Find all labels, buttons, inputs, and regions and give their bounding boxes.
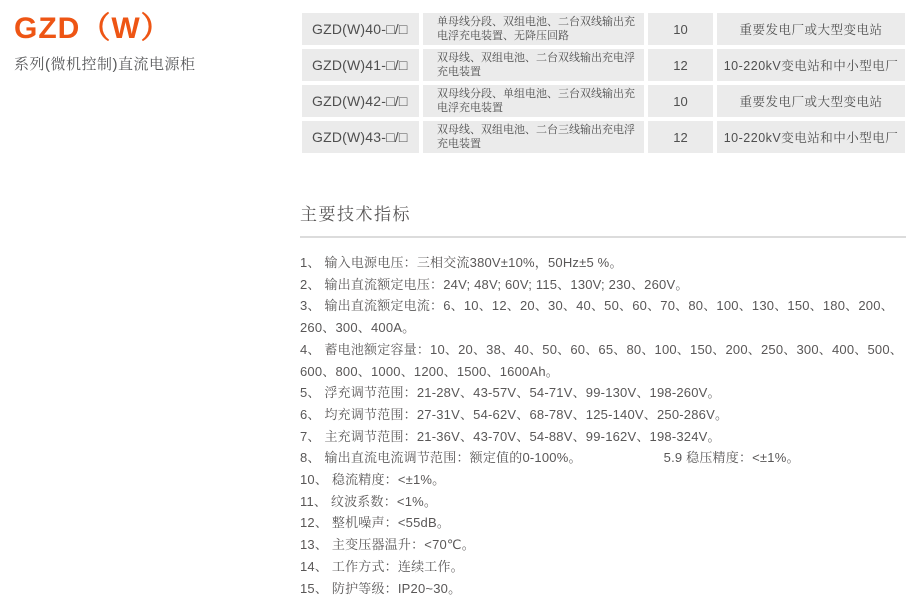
spec-item-5: 5、 浮充调节范围：21-28V、43-57V、54-71V、99-130V、198-260V。 [300,385,721,401]
model-cell: GZD(W)40-□/□ [302,13,419,45]
spec-item-8 [300,447,914,469]
config-cell: 双母线、双组电池、二台三线输出充电浮充电装置 [423,121,644,153]
spec-item-10: 10、 稳流精度：<±1%。 [300,472,446,488]
spec-item-2: 2、 输出直流额定电压：24V; 48V; 60V; 115、130V; 230、260V。 [300,276,689,292]
series-subtitle: 系列(微机控制)直流电源柜 [14,56,196,73]
stability-note: 5.9 稳压精度：<±1%。 [663,450,800,466]
spec-item-15: 15、 防护等级：IP20~30。 [300,580,462,596]
model-table [302,13,905,153]
qty-cell: 12 [648,121,713,153]
spec-item-3: 3、 输出直流额定电流：6、10、12、20、30、40、50、60、70、80、100、130、150、180、200、260、300、400A。 [300,298,894,336]
section-heading-tech-specs: 主要技术指标 [300,200,906,238]
model-cell: GZD(W)42-□/□ [302,85,419,117]
spec-item-11: 11、 纹波系数：<1%。 [300,493,438,509]
model-cell: GZD(W)41-□/□ [302,49,419,81]
spec-item-8-text: 8、 输出直流电流调节范围：额定值的0-100%。 [300,450,582,466]
application-cell: 10-220kV变电站和中小型电厂 [717,121,905,153]
spec-item-12: 12、 整机噪声：<55dB。 [300,515,451,531]
spec-item-6: 6、 均充调节范围：27-31V、54-62V、68-78V、125-140V、250-286V。 [300,406,729,422]
application-cell: 重要发电厂或大型变电站 [717,85,905,117]
application-cell: 10-220kV变电站和中小型电厂 [717,49,905,81]
spec-item-7: 7、 主充调节范围：21-36V、43-70V、54-88V、99-162V、198-324V。 [300,428,721,444]
application-cell: 重要发电厂或大型变电站 [717,13,905,45]
qty-cell: 10 [648,85,713,117]
spec-item-14: 14、 工作方式：连续工作。 [300,558,464,574]
config-cell: 双母线、双组电池、二台双线输出充电浮充电装置 [423,49,644,81]
spec-item-4: 4、 蓄电池额定容量：10、20、38、40、50、60、65、80、100、150、200、250、300、400、500、600、800、1000、1200、1500、1600Ah。 [300,341,903,379]
model-cell: GZD(W)43-□/□ [302,121,419,153]
spec-item-13: 13、 主变压器温升：<70℃。 [300,537,475,553]
qty-cell: 12 [648,49,713,81]
config-cell: 双母线分段、单组电池、三台双线输出充电浮充电装置 [423,85,644,117]
spec-list [300,252,914,599]
brand-block [14,12,284,74]
series-title: GZD（W） [14,12,172,45]
spec-item-1: 1、 输入电源电压：三相交流380V±10%，50Hz±5 %。 [300,255,623,270]
qty-cell: 10 [648,13,713,45]
config-cell: 单母线分段、双组电池、二台双线输出充电浮充电装置、无降压回路 [423,13,644,45]
